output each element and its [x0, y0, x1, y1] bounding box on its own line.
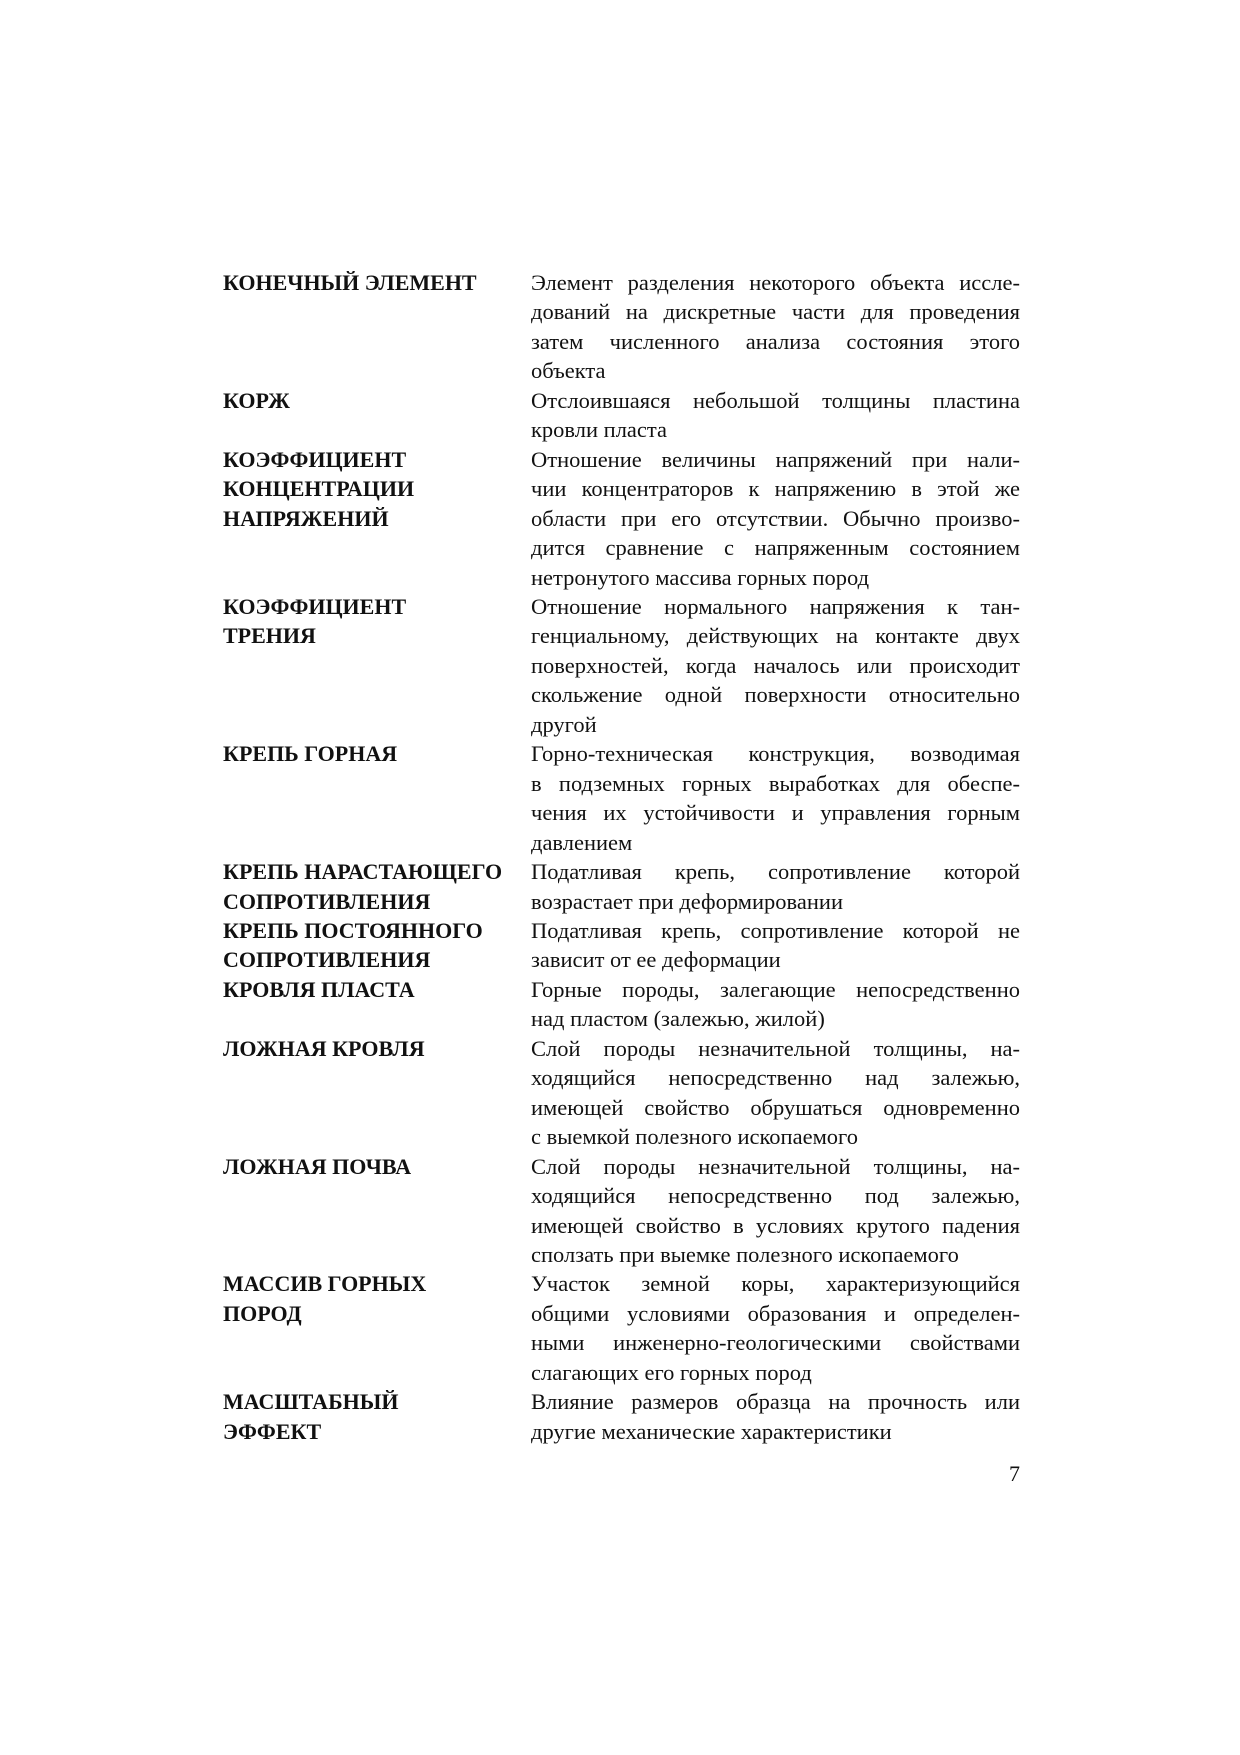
term-line: КРОВЛЯ ПЛАСТА — [223, 976, 415, 1002]
definition-line: ными инженерно-геологическими свойствами — [531, 1330, 1020, 1356]
glossary-entry — [223, 739, 1020, 857]
definition-line: кровли пласта — [531, 417, 667, 443]
definition — [531, 975, 1020, 1034]
glossary-entry — [223, 1269, 1020, 1387]
glossary-entry — [223, 857, 1020, 916]
glossary-entry — [223, 975, 1020, 1034]
definition-line: Отношение величины напряжений при нали- — [531, 446, 1020, 472]
definition-line: другие механические характеристики — [531, 1418, 892, 1444]
definition-line: Горные породы, залегающие непосредственно — [531, 976, 1020, 1002]
term-line: ПОРОД — [223, 1300, 302, 1326]
term-line: КОЭФФИЦИЕНТ — [223, 446, 407, 472]
glossary-entry — [223, 1387, 1020, 1446]
definition-line: Горно-техническая конструкция, возводимая — [531, 741, 1020, 767]
term — [223, 1034, 531, 1152]
definition-line: Отслоившаяся небольшой толщины пластина — [531, 387, 1020, 413]
definition-line: Слой породы незначительной толщины, на- — [531, 1153, 1020, 1179]
definition-line: Податливая крепь, сопротивление которой — [531, 859, 1020, 885]
definition-line: общими условиями образования и определен- — [531, 1300, 1020, 1326]
term-line: КОЭФФИЦИЕНТ — [223, 593, 407, 619]
term — [223, 386, 531, 445]
definition — [531, 1152, 1020, 1270]
glossary-entry — [223, 592, 1020, 739]
term — [223, 268, 531, 386]
definition-line: сползать при выемке полезного ископаемого — [531, 1241, 959, 1267]
definition-line: давлением — [531, 829, 633, 855]
definition-line: возрастает при деформировании — [531, 888, 843, 914]
term — [223, 975, 531, 1034]
term-line: СОПРОТИВЛЕНИЯ — [223, 947, 431, 973]
term-line: ТРЕНИЯ — [223, 623, 316, 649]
term — [223, 445, 531, 592]
glossary-entry — [223, 1152, 1020, 1270]
definition-line: Участок земной коры, характеризующийся — [531, 1271, 1020, 1297]
term-line: ЛОЖНАЯ КРОВЛЯ — [223, 1035, 425, 1061]
term-line: КОРЖ — [223, 387, 290, 413]
definition-line: объекта — [531, 358, 606, 384]
definition-line: затем численного анализа состояния этого — [531, 328, 1020, 354]
definition — [531, 386, 1020, 445]
definition-line: ходящийся непосредственно над залежью, — [531, 1065, 1020, 1091]
definition-line: чения их устойчивости и управления горным — [531, 800, 1020, 826]
glossary-entry — [223, 268, 1020, 386]
definition — [531, 739, 1020, 857]
definition-line: чии концентраторов к напряжению в этой же — [531, 476, 1020, 502]
definition-line: Отношение нормального напряжения к тан- — [531, 593, 1020, 619]
term-line: НАПРЯЖЕНИЙ — [223, 505, 389, 531]
definition-line: имеющей свойство в условиях крутого падения — [531, 1212, 1020, 1238]
term-line: КРЕПЬ НАРАСТАЮЩЕГО — [223, 859, 503, 885]
glossary-entry — [223, 1034, 1020, 1152]
term — [223, 1152, 531, 1270]
term-line: КОНЦЕНТРАЦИИ — [223, 476, 415, 502]
definition-line: над пластом (залежью, жилой) — [531, 1006, 825, 1032]
definition-line: имеющей свойство обрушаться одновременно — [531, 1094, 1020, 1120]
definition-line: слагающих его горных пород — [531, 1359, 812, 1385]
definition-line: Влияние размеров образца на прочность или — [531, 1389, 1020, 1415]
glossary-entry — [223, 386, 1020, 445]
definition — [531, 1387, 1020, 1446]
definition — [531, 1034, 1020, 1152]
term-line: ЛОЖНАЯ ПОЧВА — [223, 1153, 412, 1179]
definition — [531, 857, 1020, 916]
glossary — [223, 268, 1020, 1446]
term — [223, 857, 531, 916]
term-line: МАСШТАБНЫЙ — [223, 1389, 399, 1415]
definition-line: Податливая крепь, сопротивление которой не — [531, 917, 1020, 943]
term — [223, 592, 531, 739]
definition-line: в подземных горных выработках для обеспе- — [531, 770, 1020, 796]
definition-line: другой — [531, 711, 597, 737]
term-line: СОПРОТИВЛЕНИЯ — [223, 888, 431, 914]
term-line: КРЕПЬ ПОСТОЯННОГО — [223, 917, 483, 943]
term — [223, 916, 531, 975]
definition — [531, 268, 1020, 386]
definition — [531, 445, 1020, 592]
definition-line: зависит от ее деформации — [531, 947, 781, 973]
definition-line: области при его отсутствии. Обычно произво- — [531, 505, 1020, 531]
definition-line: скольжение одной поверхности относительно — [531, 682, 1020, 708]
definition-line: поверхностей, когда началось или происходит — [531, 652, 1020, 678]
definition — [531, 1269, 1020, 1387]
page-number: 7 — [1009, 1461, 1020, 1486]
term — [223, 1269, 531, 1387]
definition-line: нетронутого массива горных пород — [531, 564, 870, 590]
term-line: МАССИВ ГОРНЫХ — [223, 1271, 427, 1297]
definition-line: дится сравнение с напряженным состоянием — [531, 535, 1020, 561]
term-line: КОНЕЧНЫЙ ЭЛЕМЕНТ — [223, 270, 477, 295]
term-line: ЭФФЕКТ — [223, 1418, 322, 1444]
glossary-entry — [223, 916, 1020, 975]
definition — [531, 916, 1020, 975]
definition-line: Элемент разделения некоторого объекта иссле- — [531, 270, 1020, 295]
term — [223, 739, 531, 857]
glossary-entry — [223, 445, 1020, 592]
definition — [531, 592, 1020, 739]
definition-line: дований на дискретные части для проведения — [531, 299, 1020, 325]
definition-line: с выемкой полезного ископаемого — [531, 1124, 858, 1150]
term — [223, 1387, 531, 1446]
definition-line: Слой породы незначительной толщины, на- — [531, 1035, 1020, 1061]
definition-line: ходящийся непосредственно под залежью, — [531, 1183, 1020, 1209]
term-line: КРЕПЬ ГОРНАЯ — [223, 741, 398, 767]
definition-line: генциальному, действующих на контакте двух — [531, 623, 1020, 649]
